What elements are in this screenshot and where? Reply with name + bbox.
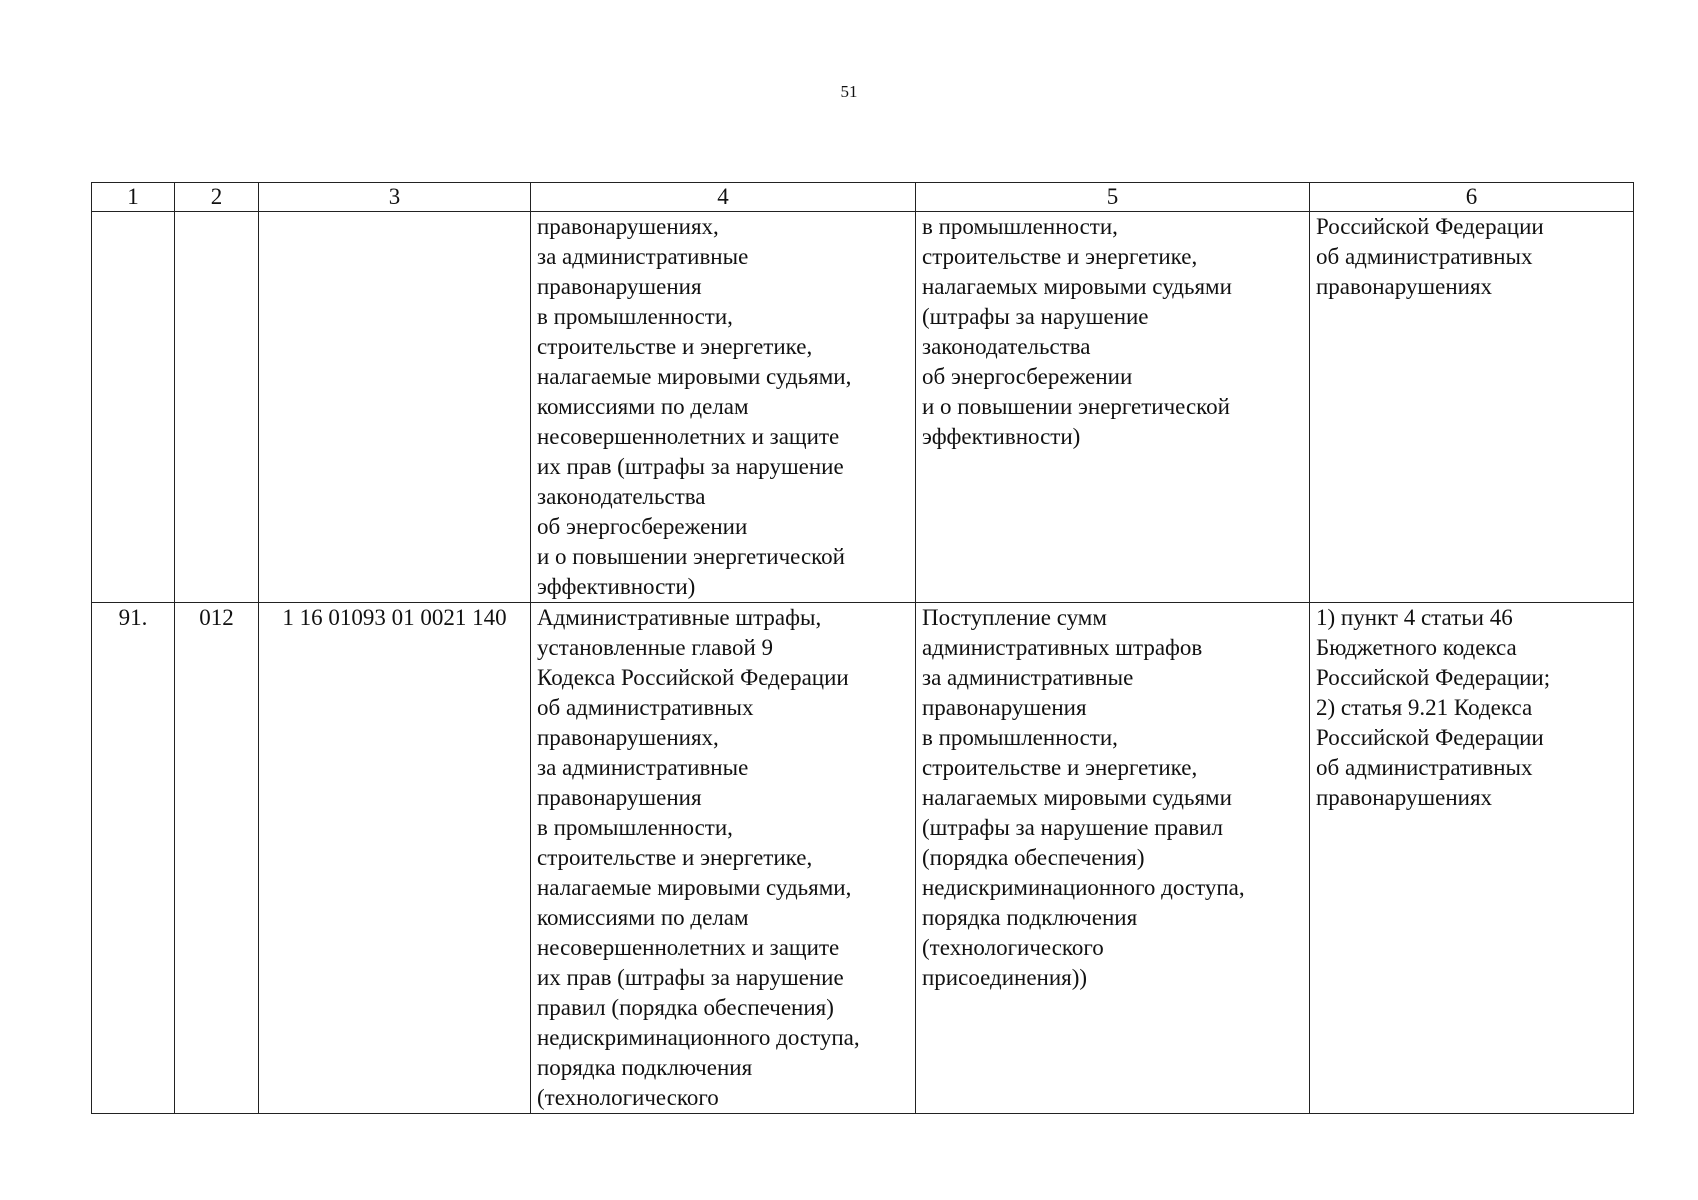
- text-line: строительстве и энергетике,: [537, 334, 813, 359]
- legal-basis-cell: [1310, 212, 1634, 603]
- text-line: правонарушения: [537, 785, 702, 810]
- text-line: об энергосбережении: [922, 364, 1133, 389]
- text-line: Российской Федерации;: [1316, 665, 1551, 690]
- column-number: 3: [259, 183, 531, 212]
- row-number-cell: [92, 212, 175, 603]
- income-description-cell: [916, 212, 1310, 603]
- text-line: об административных: [537, 695, 754, 720]
- text-line: за административные: [537, 755, 749, 780]
- budget-code-table: [91, 182, 1634, 1114]
- text-line: (порядка обеспечения): [922, 845, 1145, 870]
- text-line: установленные главой 9: [537, 635, 774, 660]
- text-line: правонарушения: [922, 695, 1087, 720]
- text-line: несовершеннолетних и защите: [537, 424, 840, 449]
- text-line: (штрафы за нарушение: [922, 304, 1149, 329]
- column-number: 5: [916, 183, 1310, 212]
- text-line: их прав (штрафы за нарушение: [537, 454, 844, 479]
- text-line: законодательства: [537, 484, 706, 509]
- text-line: порядка подключения: [922, 905, 1138, 930]
- text-line: в промышленности,: [537, 815, 733, 840]
- text-line: Российской Федерации: [1316, 725, 1544, 750]
- column-number: 1: [92, 183, 175, 212]
- income-description-cell: [916, 603, 1310, 1114]
- text-line: Российской Федерации: [1316, 214, 1544, 239]
- text-line: (технологического: [922, 935, 1104, 960]
- column-number-row: [92, 183, 1634, 212]
- text-line: налагаемые мировыми судьями,: [537, 364, 852, 389]
- column-number: 4: [531, 183, 916, 212]
- text-line: налагаемых мировыми судьями: [922, 785, 1232, 810]
- text-line: Кодекса Российской Федерации: [537, 665, 849, 690]
- text-line: (штрафы за нарушение правил: [922, 815, 1223, 840]
- budget-classification-code-cell: [259, 212, 531, 603]
- text-line: эффективности): [537, 574, 696, 599]
- text-line: налагаемые мировыми судьями,: [537, 875, 852, 900]
- text-line: правонарушениях,: [537, 214, 719, 239]
- text-line: недискриминационного доступа,: [922, 875, 1245, 900]
- text-line: порядка подключения: [537, 1055, 753, 1080]
- column-number: 6: [1310, 183, 1634, 212]
- text-line: правил (порядка обеспечения): [537, 995, 834, 1020]
- admin-code-cell: 012: [175, 603, 259, 1114]
- text-line: строительстве и энергетике,: [922, 755, 1198, 780]
- text-line: законодательства: [922, 334, 1091, 359]
- text-line: в промышленности,: [537, 304, 733, 329]
- text-line: недискриминационного доступа,: [537, 1025, 860, 1050]
- text-line: Бюджетного кодекса: [1316, 635, 1517, 660]
- text-line: административных штрафов: [922, 635, 1203, 660]
- admin-code-cell: [175, 212, 259, 603]
- budget-classification-code-cell: 1 16 01093 01 0021 140: [259, 603, 531, 1114]
- text-line: об энергосбережении: [537, 514, 748, 539]
- row-number-cell: 91.: [92, 603, 175, 1114]
- text-line: и о повышении энергетической: [537, 544, 845, 569]
- text-line: 1) пункт 4 статьи 46: [1316, 605, 1513, 630]
- text-line: об административных: [1316, 755, 1533, 780]
- text-line: комиссиями по делам: [537, 905, 749, 930]
- text-line: налагаемых мировыми судьями: [922, 274, 1232, 299]
- text-line: несовершеннолетних и защите: [537, 935, 840, 960]
- text-line: об административных: [1316, 244, 1533, 269]
- text-line: Поступление сумм: [922, 605, 1107, 630]
- column-number: 2: [175, 183, 259, 212]
- text-line: за административные: [537, 244, 749, 269]
- text-line: правонарушения: [537, 274, 702, 299]
- table-row: [92, 212, 1634, 603]
- text-line: и о повышении энергетической: [922, 394, 1230, 419]
- income-name-cell: [531, 212, 916, 603]
- text-line: правонарушениях: [1316, 274, 1493, 299]
- text-line: комиссиями по делам: [537, 394, 749, 419]
- text-line: в промышленности,: [922, 725, 1118, 750]
- text-line: их прав (штрафы за нарушение: [537, 965, 844, 990]
- page-number: 51: [840, 82, 858, 101]
- text-line: в промышленности,: [922, 214, 1118, 239]
- income-name-cell: [531, 603, 916, 1114]
- text-line: правонарушениях: [1316, 785, 1493, 810]
- table-row: [92, 603, 1634, 1114]
- text-line: 2) статья 9.21 Кодекса: [1316, 695, 1533, 720]
- text-line: строительстве и энергетике,: [922, 244, 1198, 269]
- text-line: правонарушениях,: [537, 725, 719, 750]
- text-line: эффективности): [922, 424, 1081, 449]
- text-line: Административные штрафы,: [537, 605, 822, 630]
- legal-basis-cell: [1310, 603, 1634, 1114]
- text-line: строительстве и энергетике,: [537, 845, 813, 870]
- text-line: присоединения)): [922, 965, 1088, 990]
- text-line: за административные: [922, 665, 1134, 690]
- text-line: (технологического: [537, 1085, 719, 1110]
